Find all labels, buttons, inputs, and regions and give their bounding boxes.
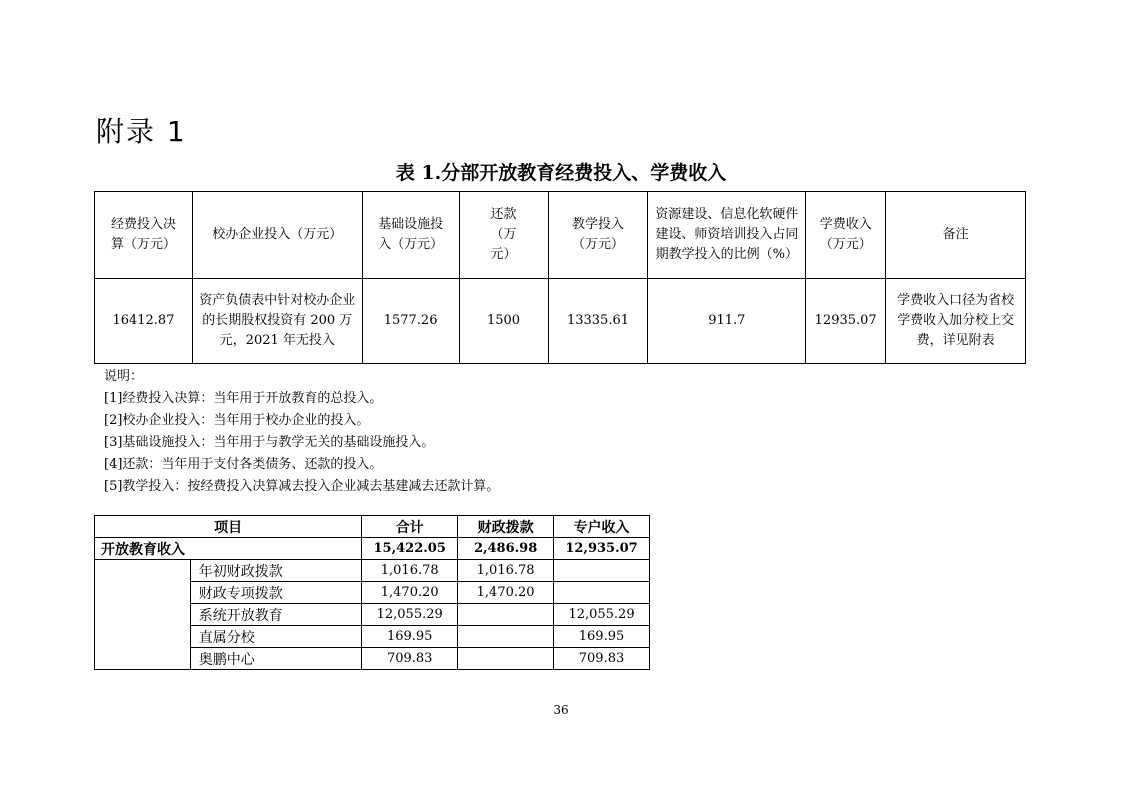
table1-data-row — [95, 279, 1026, 364]
table2-cell — [554, 582, 650, 604]
table1-cell: 13335.61 — [548, 279, 648, 364]
table2-cell: 1,016.78 — [458, 560, 554, 582]
note-item: [5]教学投入：按经费投入决算减去投入企业减去基建减去还款计算。 — [104, 479, 500, 494]
table2-cell: 12,055.29 — [554, 604, 650, 626]
table1-header-row — [95, 192, 1026, 279]
page-number: 36 — [553, 703, 569, 717]
table2-cell: 169.95 — [554, 626, 650, 648]
table1-header-cell: 教学投入（万元） — [548, 192, 648, 279]
table1-cell: 16412.87 — [95, 279, 193, 364]
table2-cell: 12,935.07 — [554, 538, 650, 560]
table1-header-cell: 还款（万元） — [459, 192, 548, 279]
table1-cell: 911.7 — [648, 279, 806, 364]
table2-cell: 1,470.20 — [458, 582, 554, 604]
appendix-title: 附录 1 — [96, 115, 187, 148]
table2-header-cell: 专户收入 — [554, 516, 650, 538]
table2-cell — [458, 648, 554, 670]
table2-row-label: 直属分校 — [190, 626, 362, 648]
table2-header-cell: 项目 — [95, 516, 362, 538]
table2-cell: 2,486.98 — [458, 538, 554, 560]
table2-cell: 12,055.29 — [362, 604, 458, 626]
table1-header-cell: 基础设施投入（万元） — [362, 192, 459, 279]
table2-cell: 169.95 — [362, 626, 458, 648]
table2-cell — [554, 560, 650, 582]
table2-cell — [458, 604, 554, 626]
table2-cell: 709.83 — [554, 648, 650, 670]
table1-header-cell: 资源建设、信息化软硬件建设、师资培训投入占同期教学投入的比例（%） — [648, 192, 806, 279]
table1 — [94, 191, 1026, 364]
table2-cell: 1,016.78 — [362, 560, 458, 582]
table2-row-label: 奥鹏中心 — [190, 648, 362, 670]
table2-cell: 15,422.05 — [362, 538, 458, 560]
note-item: [4]还款：当年用于支付各类债务、还款的投入。 — [104, 457, 383, 472]
table2-row-label: 年初财政拨款 — [190, 560, 362, 582]
table2-row-label: 系统开放教育 — [190, 604, 362, 626]
table2-cell: 1,470.20 — [362, 582, 458, 604]
table2-header-row — [95, 516, 650, 538]
table1-cell: 12935.07 — [806, 279, 886, 364]
table1-cell: 学费收入口径为省校学费收入加分校上交费，详见附表 — [886, 279, 1026, 364]
table1-title: 表 1.分部开放教育经费投入、学费收入 — [395, 162, 727, 184]
table1-header-cell: 学费收入（万元） — [806, 192, 886, 279]
note-item: [1]经费投入决算：当年用于开放教育的总投入。 — [104, 391, 383, 406]
table1-cell: 资产负债表中针对校办企业的长期股权投资有 200 万元，2021 年无投入 — [192, 279, 362, 364]
table2-row — [95, 560, 650, 582]
table1-cell: 1577.26 — [362, 279, 459, 364]
table1-header-cell: 经费投入决算（万元） — [95, 192, 193, 279]
notes-heading: 说明： — [104, 369, 144, 384]
table2-cell: 709.83 — [362, 648, 458, 670]
table2-cell — [458, 626, 554, 648]
table2-total-row — [95, 538, 650, 560]
table1-cell: 1500 — [459, 279, 548, 364]
table2-total-label: 开放教育收入 — [95, 538, 362, 560]
table2-header-cell: 财政拨款 — [458, 516, 554, 538]
table1-header-cell: 校办企业投入（万元） — [192, 192, 362, 279]
notes — [104, 366, 499, 498]
note-item: [3]基础设施投入：当年用于与教学无关的基础设施投入。 — [104, 435, 435, 450]
note-item: [2]校办企业投入：当年用于校办企业的投入。 — [104, 413, 370, 428]
table2-header-cell: 合计 — [362, 516, 458, 538]
table2-group-cell — [95, 560, 191, 670]
table2-row-label: 财政专项拨款 — [190, 582, 362, 604]
table2 — [94, 515, 650, 670]
table1-header-cell: 备注 — [886, 192, 1026, 279]
